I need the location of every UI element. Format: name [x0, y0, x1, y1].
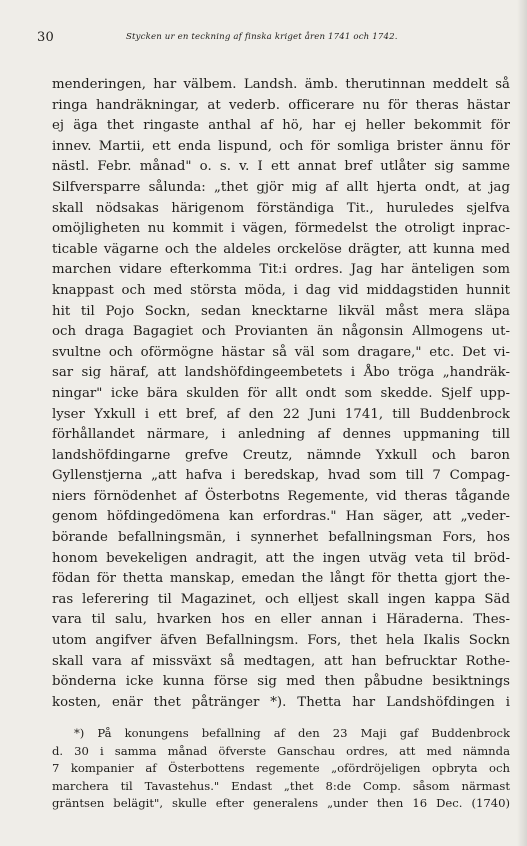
text-line: och draga Bagagiet och Provianten än någonsin Allmogens ut-: [52, 324, 510, 340]
footnote-line: d. 30 i samma månad öfverste Ganschau ordres, att med nämnda: [52, 743, 510, 758]
main-text: [52, 75, 510, 713]
text-line: honom bevekeligen andragit, att the ingen utväg veta til bröd-: [52, 550, 510, 566]
footnote: [52, 725, 510, 813]
text-line: genom höfdingedömena kan erfordras." Han säger, att „veder-: [52, 509, 510, 525]
text-line: sar sig häraf, att landshöfdingeembetets i Åbo tröga „handräk-: [52, 365, 510, 381]
text-line: hit til Pojo Sockn, sedan knecktarne likväl måst mera släpa: [52, 303, 510, 319]
text-line: nästl. Febr. månad" o. s. v. I ett annat bref utlåter sig samme: [52, 159, 510, 175]
footnote-line: *) På konungens befallning af den 23 Maji gaf Buddenbrock: [74, 726, 510, 740]
text-line: marchen vidare efterkomma Tit:i ordres. Jag har änteligen som: [52, 262, 510, 278]
text-line: ras leferering til Magazinet, och elljest skall ingen kappa Säd: [52, 591, 510, 607]
text-line: menderingen, har välbem. Landsh. ämb. therutinnan meddelt så: [52, 77, 510, 92]
text-line: innev. Martii, ett enda lispund, och för somliga brister ännu för: [52, 138, 510, 154]
text-line: Gyllenstjerna „att hafva i beredskap, hvad som till 7 Compag-: [52, 468, 510, 484]
text-line: landshöfdingarne grefve Creutz, nämnde Yxkull och baron: [52, 447, 510, 463]
text-line: vara til salu, hvarken hos en eller annan i Häraderna. Thes-: [52, 612, 510, 628]
text-line: svultne och oförmögne hästar så väl som dragare," etc. Det vi-: [52, 344, 510, 360]
page-header: [0, 30, 527, 50]
text-line: ningar" icke bära skulden för allt ondt som skedde. Sjelf upp-: [52, 385, 510, 401]
text-line: lyser Yxkull i ett bref, af den 22 Juni 1741, till Buddenbrock: [52, 406, 510, 422]
text-line: födan för thetta manskap, emedan the långt för thetta gjort the-: [52, 571, 510, 587]
text-line: skall nödsakas härigenom förständiga Tit., huruledes sjelfva: [52, 200, 510, 216]
text-line: ticable vägarne och the aldeles orckelöse drägter, att kunna med: [52, 241, 510, 257]
text-line: utom angifver äfven Befallningsm. Fors, thet hela Ikalis Sockn: [52, 633, 510, 649]
text-line: Silfversparre sålunda: „thet gjör mig af allt hjerta ondt, at jag: [52, 179, 510, 195]
footnote-line: 7 kompanier af Österbottens regemente „ofördröjeligen opbryta och: [52, 761, 510, 776]
text-line: ej äga thet ringaste anthal af hö, har ej heller bekommit för: [52, 118, 510, 134]
text-line: skall vara af missväxt så medtagen, att han befrucktar Rothe-: [52, 653, 510, 669]
text-line: niers förnödenhet af Österbotns Regemente, vid theras tågande: [52, 488, 510, 504]
text-line: omöjligheten nu kommit i vägen, förmedelst the otroligt inprac-: [52, 221, 510, 237]
page-number: 30: [37, 30, 54, 45]
text-line: kosten, enär thet påtränger *). Thetta har Landshöfdingen i: [52, 694, 510, 710]
page-edge-shadow: [517, 0, 527, 846]
text-line: ringa handräkningar, at vederb. officerare nu för theras hästar: [52, 97, 510, 113]
text-line: knappast och med största möda, i dag vid middagstiden hunnit: [52, 282, 510, 298]
text-line: bönderna icke kunna förse sig med then påbudne besiktnings: [52, 674, 510, 690]
running-title: Stycken ur en teckning af finska kriget åren 1741 och 1742.: [126, 32, 398, 42]
text-line: förhållandet närmare, i anledning af dennes uppmaning till: [52, 427, 510, 443]
text-line: börande befallningsmän, i synnerhet befallningsman Fors, hos: [52, 530, 510, 546]
footnote-line: marchera til Tavastehus." Endast „thet 8:de Comp. såsom närmast: [52, 778, 510, 793]
footnote-line: gräntsen belägit", skulle efter generalens „under then 16 Dec. (1740): [52, 796, 510, 811]
